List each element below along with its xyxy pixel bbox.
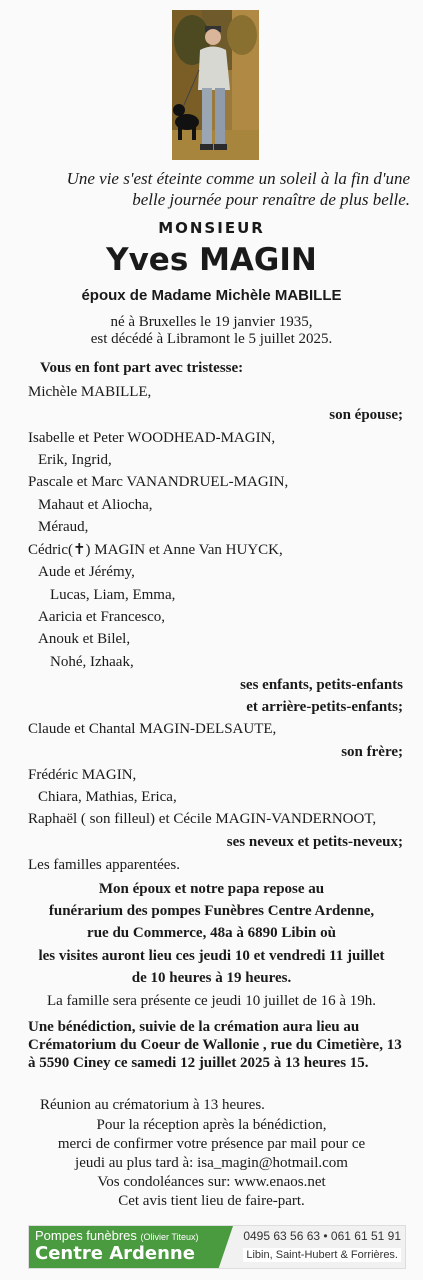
family-line: Méraud, — [38, 519, 89, 535]
family-line: Isabelle et Peter WOODHEAD-MAGIN, — [28, 430, 276, 446]
family-line: Michèle MABILLE, — [28, 384, 152, 400]
family-line: Nohé, Izhaak, — [50, 654, 134, 670]
closing-line: Pour la réception après la bénédiction, — [96, 1117, 327, 1133]
closing-line: Cet avis tient lieu de faire-part. — [118, 1193, 305, 1209]
family-line: Cédric(✝) MAGIN et Anne Van HUYCK, — [28, 542, 283, 558]
family-line: Lucas, Liam, Emma, — [50, 587, 176, 603]
repose-line: de 10 heures à 19 heures. — [131, 970, 292, 986]
funeral-home-banner — [28, 1225, 406, 1269]
family-line: Aaricia et Francesco, — [38, 609, 166, 625]
family-line: Chiara, Mathias, Erica, — [38, 789, 177, 805]
family-line: Anouk et Bilel, — [38, 631, 131, 647]
family-line: Erik, Ingrid, — [38, 452, 112, 468]
banner-subtitle: (Olivier Titeux) — [140, 1232, 199, 1242]
repose-line: Mon époux et notre papa repose au — [98, 881, 325, 897]
family-relation: et arrière-petits-enfants; — [246, 699, 403, 715]
banner-brand-name: Centre Ardenne — [35, 1243, 195, 1264]
family-relation: ses neveux et petits-neveux; — [226, 834, 403, 850]
family-line: Pascale et Marc VANANDRUEL-MAGIN, — [28, 474, 289, 490]
presence-line: La famille sera présente ce jeudi 10 juillet de 16 à 19h. — [46, 993, 377, 1009]
repose-line: funérarium des pompes Funèbres Centre Ardenne, — [48, 903, 375, 919]
ceremony-text: Une bénédiction, suivie de la crémation aura lieu au Crématorium du Coeur de Wallonie , rue du Cimetière, 13 à 5590 Ciney ce samedi 12 juillet 2025 à 13 heures 15. — [28, 1019, 402, 1071]
closing-line: merci de confirmer votre présence par mail pour ce — [57, 1136, 366, 1152]
banner-locations: Libin, Saint-Hubert & Forrières. — [243, 1248, 401, 1262]
family-line: Aude et Jérémy, — [38, 564, 135, 580]
banner-phones: 0495 63 56 63 • 061 61 51 91 — [243, 1229, 401, 1243]
intro-line: Vous en font part avec tristesse: — [40, 360, 244, 376]
portrait-photo — [172, 10, 259, 160]
closing-line[interactable]: Vos condoléances sur: www.enaos.net — [97, 1174, 326, 1190]
honorific: MONSIEUR — [158, 219, 265, 237]
family-line: Claude et Chantal MAGIN-DELSAUTE, — [28, 721, 277, 737]
repose-line: les visites auront lieu ces jeudi 10 et vendredi 11 juillet — [38, 948, 385, 964]
family-relation: son épouse; — [329, 407, 403, 423]
family-relation: ses enfants, petits-enfants — [240, 677, 403, 693]
portrait-photo-drawing — [172, 10, 259, 160]
closing-line: Réunion au crématorium à 13 heures. — [40, 1097, 265, 1113]
banner-title: Pompes funèbres — [35, 1228, 137, 1243]
closing-line[interactable]: jeudi au plus tard à: isa_magin@hotmail.com — [75, 1155, 348, 1171]
death-line: est décédé à Libramont le 5 juillet 2025. — [90, 331, 333, 347]
family-line: Raphaël ( son filleul) et Cécile MAGIN-VANDERNOOT, — [28, 811, 377, 827]
family-line: Les familles apparentées. — [28, 857, 181, 873]
memorial-quote: Une vie s'est éteinte comme un soleil à la fin d'une belle journée pour renaître de plus belle. — [66, 169, 410, 209]
spouse-line: époux de Madame Michèle MABILLE — [81, 287, 342, 304]
banner-line-1 — [35, 1228, 199, 1243]
birth-line: né à Bruxelles le 19 janvier 1935, — [110, 314, 313, 330]
repose-line: rue du Commerce, 48a à 6890 Libin où — [87, 925, 336, 941]
family-line: Frédéric MAGIN, — [28, 767, 137, 783]
family-relation: son frère; — [341, 744, 403, 760]
deceased-name: Yves MAGIN — [106, 242, 317, 278]
family-line: Mahaut et Aliocha, — [38, 497, 153, 513]
